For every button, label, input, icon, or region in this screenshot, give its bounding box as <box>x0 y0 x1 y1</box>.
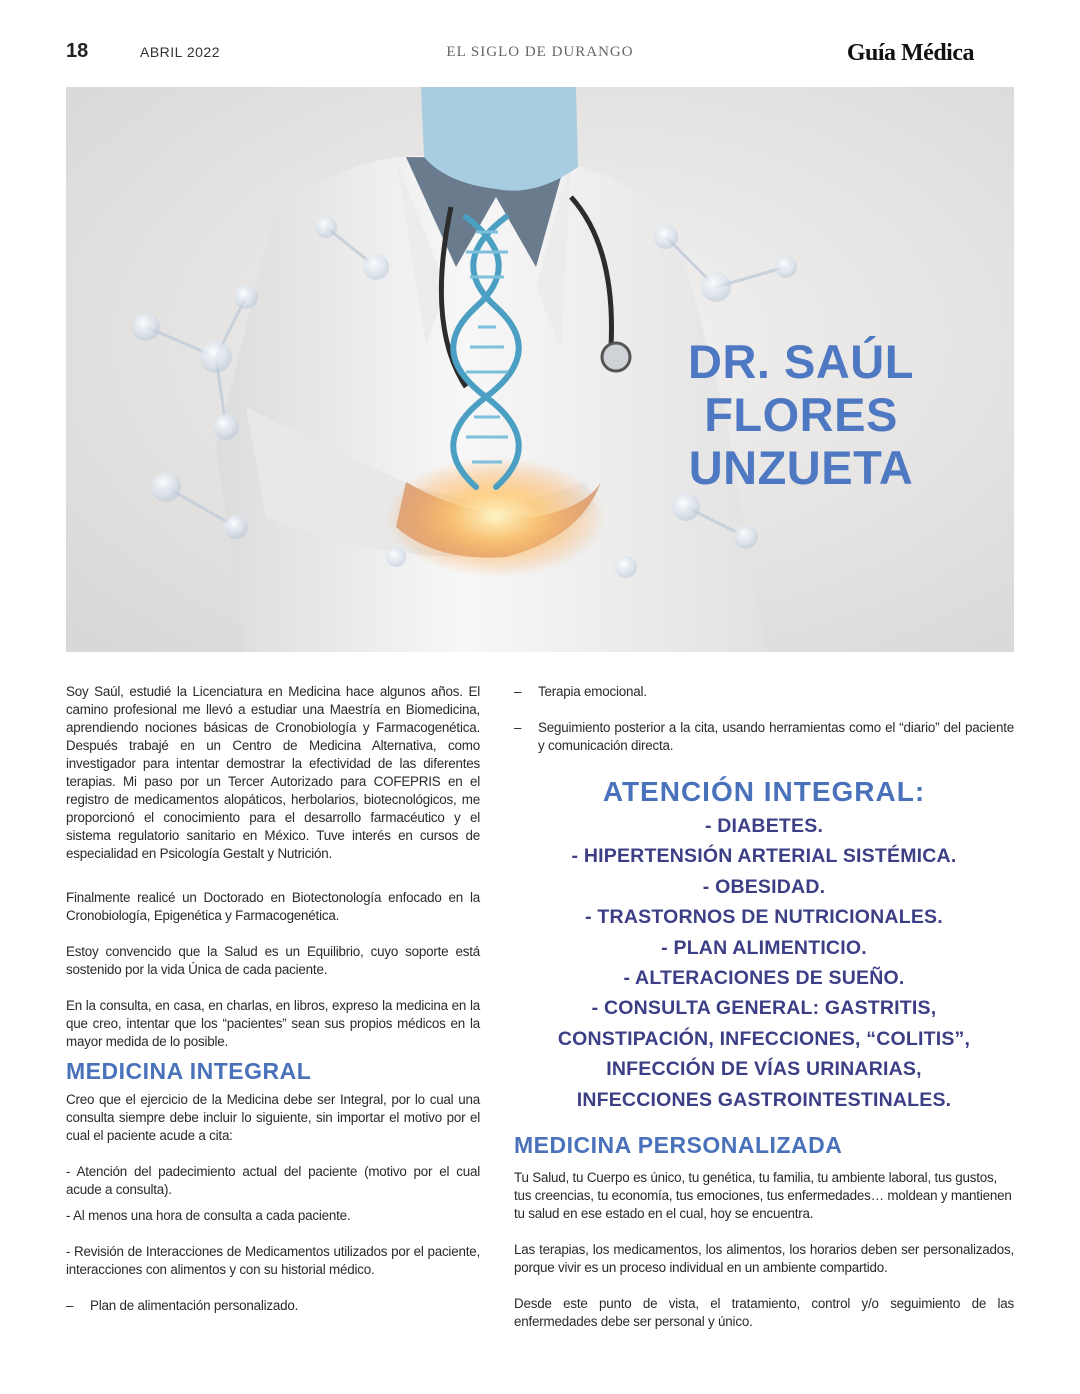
issue-date: ABRIL 2022 <box>140 44 220 60</box>
intro-paragraph: En la consulta, en casa, en charlas, en libros, expreso la medicina en la que creo, intentar que los “pacientes” sean sus propios médicos en la mayor medida de lo posible. <box>66 998 480 1049</box>
personalized-paragraph: Tu Salud, tu Cuerpo es único, tu genética, tu familia, tu ambiente laboral, tus gustos, tus creencias, tu economía, tus emociones, tus enfermedades… moldean y mantienen tu salud en ese estado en el cual, hoy se encuentra. <box>514 1170 1012 1222</box>
title-line: FLORES <box>704 388 898 441</box>
section-heading-medicina-personalizada: MEDICINA PERSONALIZADA <box>514 1132 843 1159</box>
list-item-text: Seguimiento posterior a la cita, usando herramientas como el “diario” del paciente y comunicación directa. <box>538 720 1014 753</box>
list-item <box>514 719 1014 755</box>
list-item <box>66 1297 480 1315</box>
attention-box <box>514 775 1014 1115</box>
newspaper-name: EL SIGLO DE DURANGO <box>446 44 634 60</box>
page-number: 18 <box>66 40 89 62</box>
doctor-name-title <box>666 335 936 494</box>
attention-title: ATENCIÓN INTEGRAL: <box>602 776 926 807</box>
left-column <box>66 683 480 1315</box>
integral-intro: Creo que el ejercicio de la Medicina debe ser Integral, por lo cual una consulta siempre debe incluir lo siguiente, sin importar el motivo por el cual el paciente acude a cita: <box>66 1092 480 1143</box>
attention-line: - PLAN ALIMENTICIO. <box>661 936 867 959</box>
attention-line: - OBESIDAD. <box>702 875 826 898</box>
attention-list <box>514 811 1014 1115</box>
attention-line: - ALTERACIONES DE SUEÑO. <box>623 967 905 990</box>
section-heading-medicina-integral: MEDICINA INTEGRAL <box>66 1058 312 1084</box>
list-dash: – <box>514 684 522 699</box>
hero-image <box>66 87 1014 652</box>
attention-line: - DIABETES. <box>704 815 824 837</box>
personalized-paragraph: Desde este punto de vista, el tratamiento, control y/o seguimiento de las enfermedades debe ser personal y único. <box>514 1296 1014 1330</box>
attention-line: - HIPERTENSIÓN ARTERIAL SISTÉMICA. <box>571 845 957 868</box>
attention-line: INFECCIÓN DE VÍAS URINARIAS, <box>606 1058 922 1081</box>
list-item: - Al menos una hora de consulta a cada paciente. <box>66 1208 351 1223</box>
attention-line: CONSTIPACIÓN, INFECCIONES, “COLITIS”, <box>557 1027 971 1050</box>
list-dash: – <box>514 720 522 735</box>
intro-paragraph: Soy Saúl, estudié la Licenciatura en Medicina hace algunos años. El camino profesional me llevó a estudiar una Maestría en Biomedicina, aprendiendo nociones básicas de Cronobiología y Farmacogenética. Después trabajé en un Centro de Medicina Alternativa, como investigador para intentar demostrar la efectividad de las diferentes terapias. Mi paso por un Tercer Autorizado para COFEPRIS en el registro de medicamentos alopáticos, herbolarios, biotecnológicos, me proporcionó el conocimiento para el desarrollo farmacéutico y el sistema regulatorio sanitario en México. Tuve interés en cursos de especialidad en Psicología Gestalt y Nutrición. <box>66 684 480 861</box>
personalized-paragraph: Las terapias, los medicamentos, los alimentos, los horarios deben ser personalizados, porque vivir es un proceso individual en un ambiente compartido. <box>514 1242 1014 1276</box>
attention-line: - CONSULTA GENERAL: GASTRITIS, <box>591 997 937 1020</box>
attention-line: INFECCIONES GASTROINTESTINALES. <box>576 1088 952 1111</box>
list-item-text: Terapia emocional. <box>538 684 647 699</box>
intro-paragraph: Finalmente realicé un Doctorado en Biotectonología enfocado en la Cronobiología, Epigenética y Farmacogenética. <box>66 890 480 923</box>
list-item <box>514 683 1014 701</box>
intro-paragraph: Estoy convencido que la Salud es un Equilibrio, cuyo soporte está sostenido por la vida Única de cada paciente. <box>66 944 480 977</box>
list-item: - Revisión de Interacciones de Medicamentos utilizados por el paciente, interacciones con alimentos y con su historial médico. <box>66 1244 480 1277</box>
section-title: Guía Médica <box>846 40 974 66</box>
title-line: DR. SAÚL <box>688 335 914 388</box>
list-dash: – <box>66 1298 74 1313</box>
page-header <box>66 38 1014 72</box>
right-column <box>514 683 1014 1331</box>
list-item-text: Plan de alimentación personalizado. <box>90 1298 299 1313</box>
list-item: - Atención del padecimiento actual del paciente (motivo por el cual acude a consulta). <box>66 1164 480 1197</box>
attention-line: - TRASTORNOS DE NUTRICIONALES. <box>585 906 943 929</box>
title-line: UNZUETA <box>688 441 914 494</box>
